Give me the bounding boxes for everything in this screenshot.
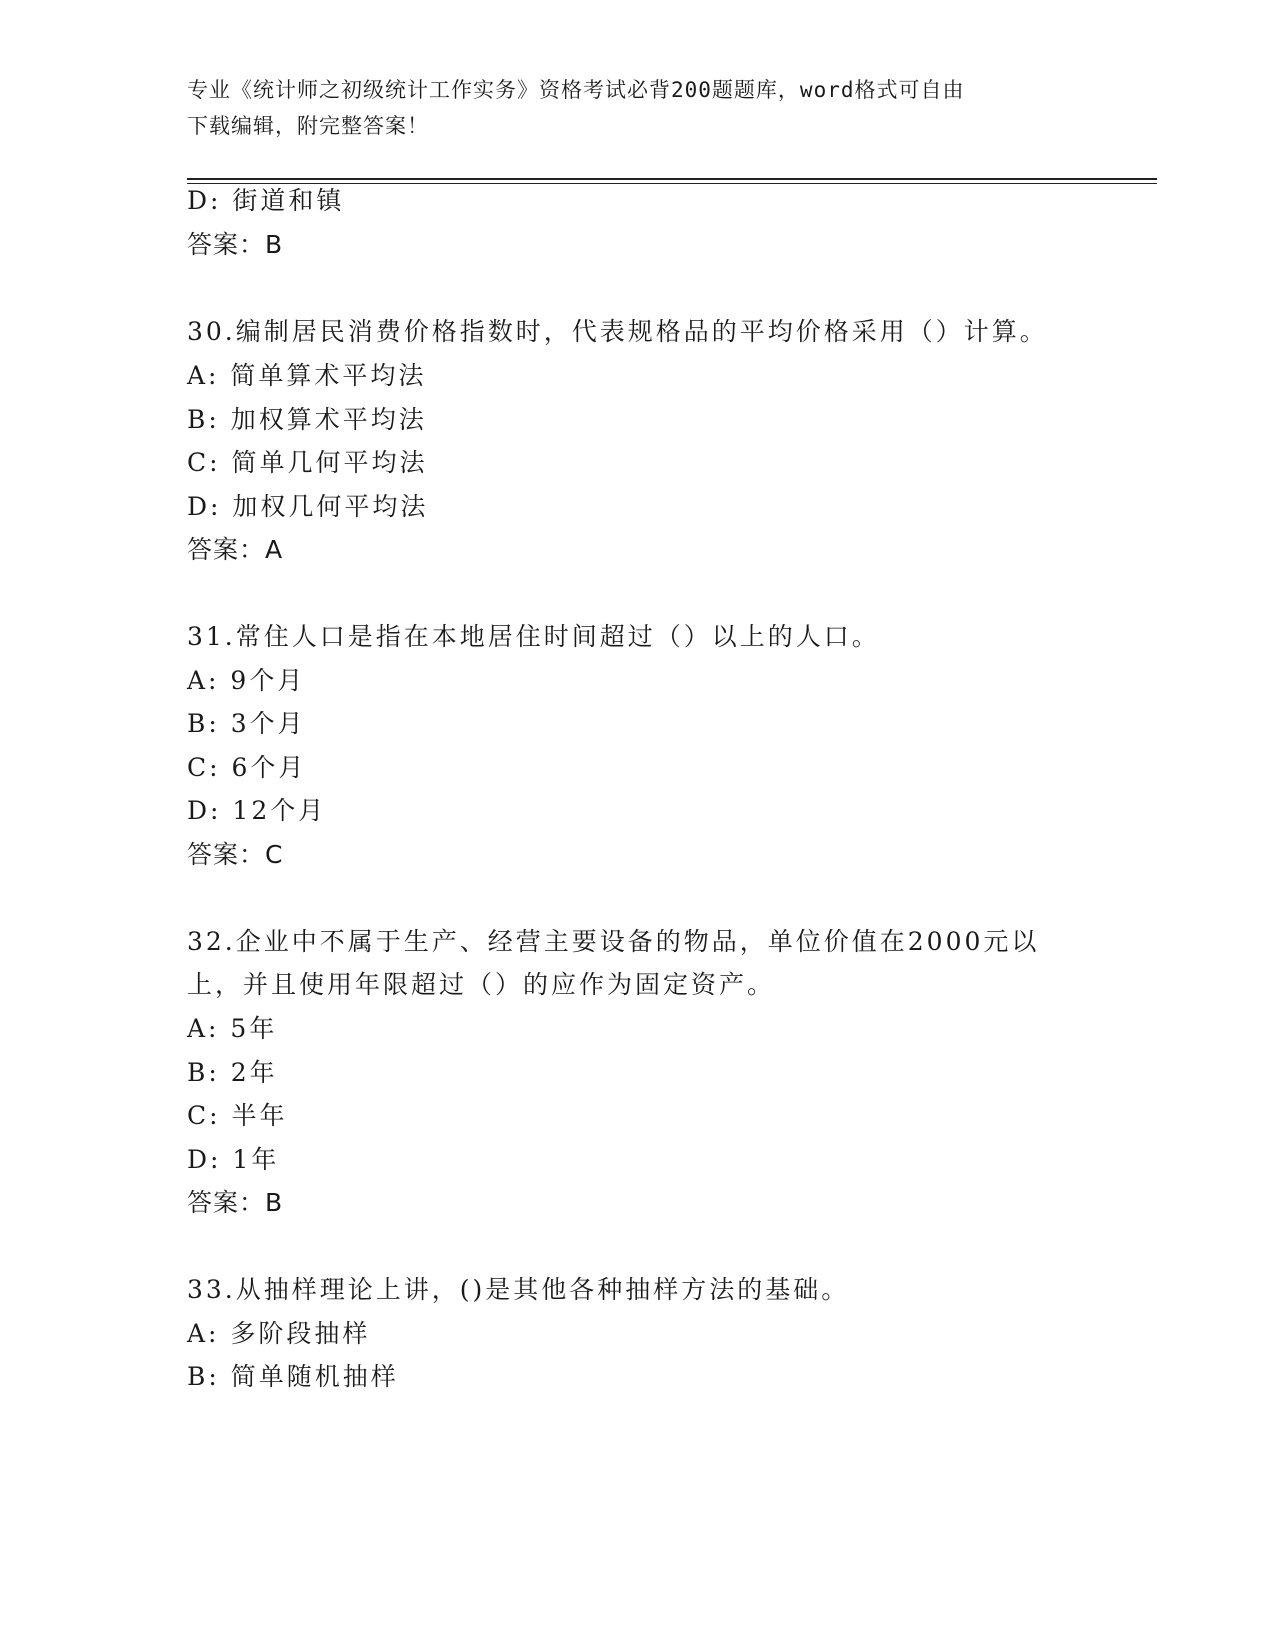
q32-answer: 答案：B (187, 1188, 284, 1217)
q31-option-b: B: 3个月 (187, 709, 306, 738)
q31-option-a: A: 9个月 (187, 666, 306, 695)
document-page (187, 0, 1157, 1650)
q32-question-line-1: 32.企业中不属于生产、经营主要设备的物品，单位价值在2000元以 (187, 927, 1040, 956)
q30-option-a: A: 简单算术平均法 (187, 361, 427, 390)
document-header (187, 72, 1067, 144)
q32-option-b: B: 2年 (187, 1058, 278, 1087)
header-divider (187, 178, 1157, 180)
header-line-1: 专业《统计师之初级统计工作实务》资格考试必背200题题库，word格式可自由 (187, 78, 965, 102)
q32-option-c: C: 半年 (187, 1101, 288, 1130)
q32-option-d: D: 1年 (187, 1145, 280, 1174)
q29-answer: 答案：B (187, 230, 284, 259)
q33-question: 33.从抽样理论上讲，()是其他各种抽样方法的基础。 (187, 1275, 850, 1304)
q30-question: 30.编制居民消费价格指数时，代表规格品的平均价格采用（）计算。 (187, 317, 1048, 346)
q30-answer: 答案：A (187, 535, 284, 564)
q31-answer: 答案：C (187, 840, 284, 869)
q32-option-a: A: 5年 (187, 1014, 278, 1043)
q30-option-b: B: 加权算术平均法 (187, 405, 427, 434)
q32-question-line-2: 上，并且使用年限超过（）的应作为固定资产。 (187, 970, 776, 999)
q33-option-a: A: 多阶段抽样 (187, 1319, 371, 1348)
header-line-2: 下载编辑，附完整答案！ (187, 114, 429, 138)
q33-option-b: B: 简单随机抽样 (187, 1362, 399, 1391)
q29-option-d: D: 街道和镇 (187, 186, 345, 215)
q31-question: 31.常住人口是指在本地居住时间超过（）以上的人口。 (187, 622, 880, 651)
q30-option-d: D: 加权几何平均法 (187, 492, 429, 521)
q30-option-c: C: 简单几何平均法 (187, 448, 428, 477)
q31-option-d: D: 12个月 (187, 796, 327, 825)
q31-option-c: C: 6个月 (187, 753, 307, 782)
